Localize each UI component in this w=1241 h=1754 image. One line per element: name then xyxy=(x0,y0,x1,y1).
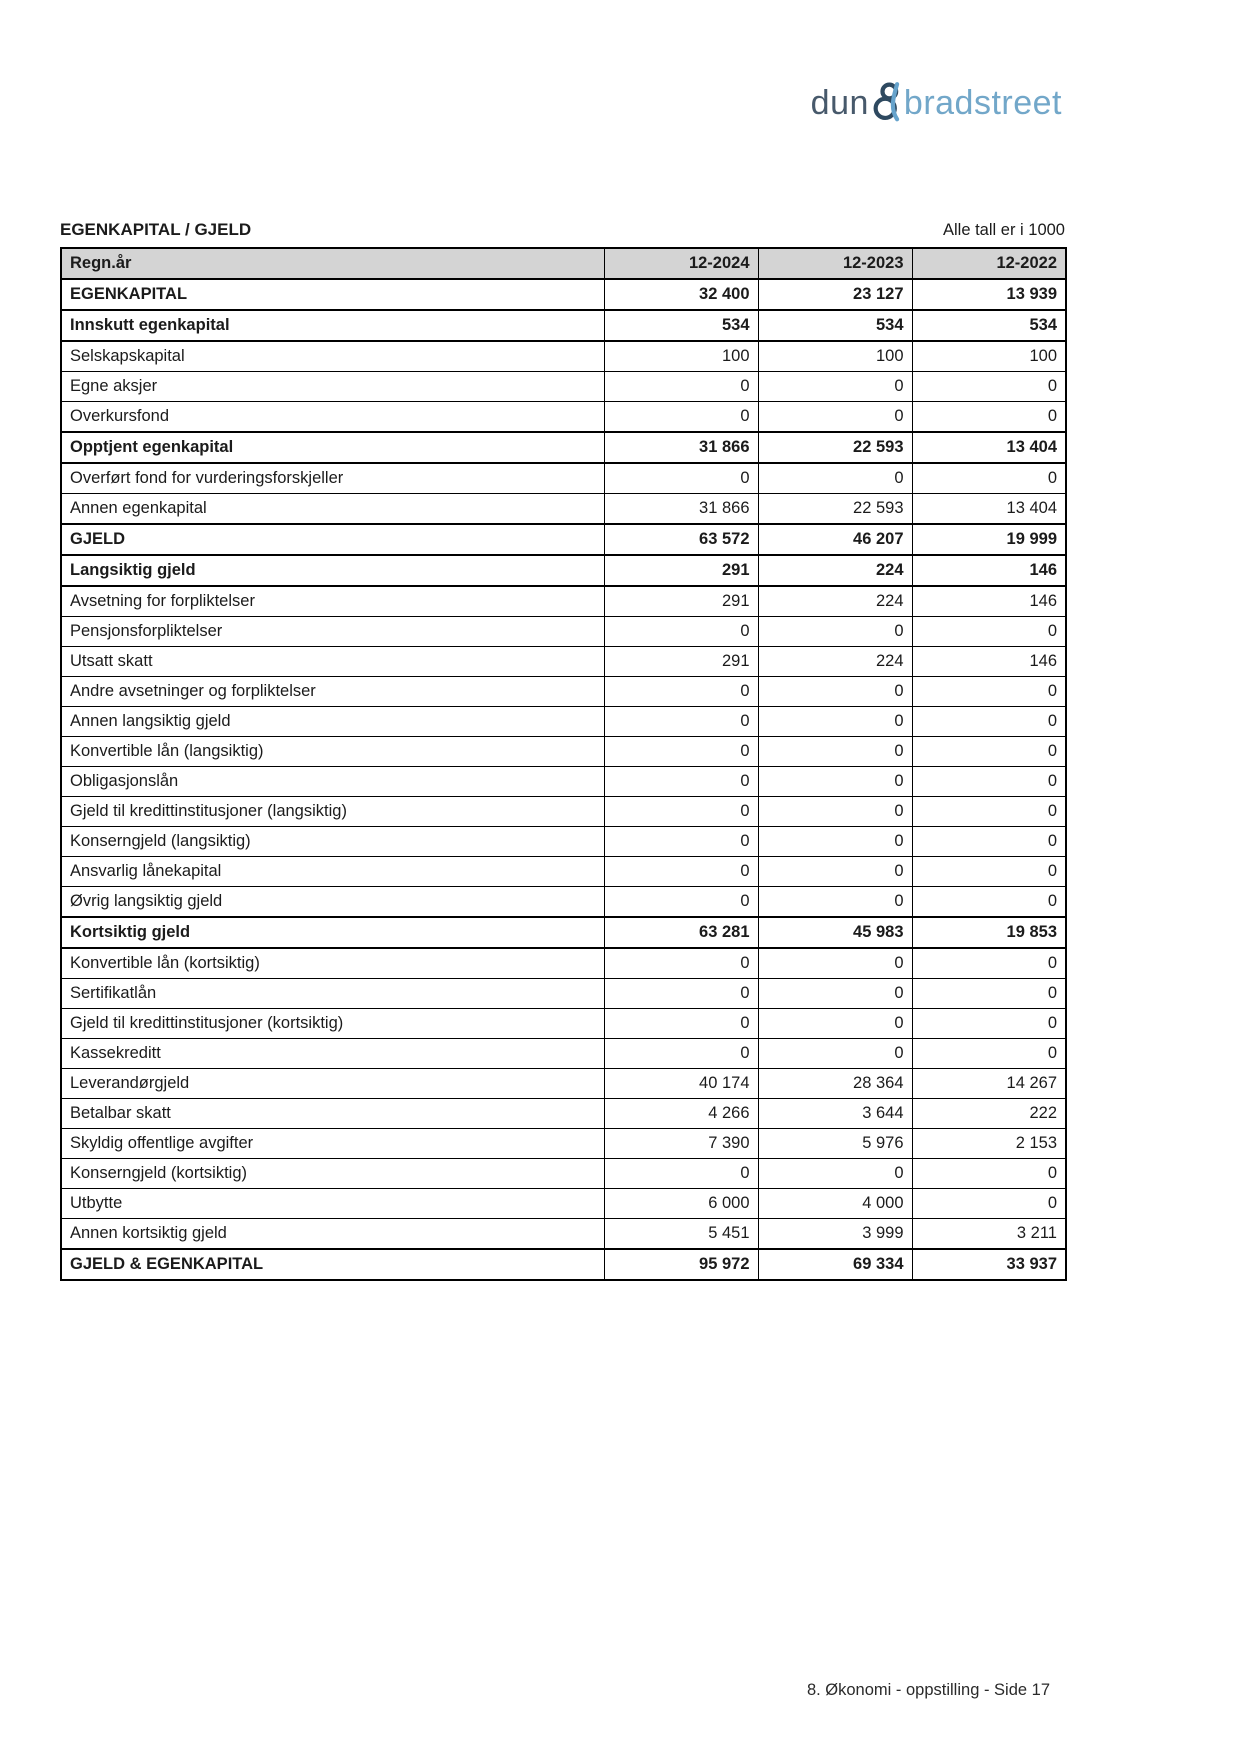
cell-value: 0 xyxy=(758,707,912,737)
cell-value: 63 281 xyxy=(604,917,758,948)
table-row xyxy=(61,279,1066,310)
cell-value: 100 xyxy=(912,341,1066,372)
cell-value: 13 404 xyxy=(912,494,1066,525)
table-row xyxy=(61,1009,1066,1039)
cell-value: 0 xyxy=(758,1009,912,1039)
table-row xyxy=(61,1129,1066,1159)
table-row xyxy=(61,341,1066,372)
cell-value: 224 xyxy=(758,586,912,617)
cell-value: 0 xyxy=(912,1159,1066,1189)
row-label: Langsiktig gjeld xyxy=(61,555,604,586)
cell-value: 3 999 xyxy=(758,1219,912,1250)
cell-value: 5 976 xyxy=(758,1129,912,1159)
cell-value: 100 xyxy=(604,341,758,372)
table-row xyxy=(61,917,1066,948)
cell-value: 0 xyxy=(912,677,1066,707)
row-label: Konvertible lån (langsiktig) xyxy=(61,737,604,767)
cell-value: 0 xyxy=(604,737,758,767)
cell-value: 0 xyxy=(758,402,912,433)
cell-value: 14 267 xyxy=(912,1069,1066,1099)
table-row xyxy=(61,797,1066,827)
cell-value: 0 xyxy=(604,887,758,918)
cell-value: 0 xyxy=(604,767,758,797)
row-label: Konvertible lån (kortsiktig) xyxy=(61,948,604,979)
table-row xyxy=(61,948,1066,979)
logo-text-dun: dun xyxy=(810,83,869,122)
row-label: GJELD & EGENKAPITAL xyxy=(61,1249,604,1280)
cell-value: 534 xyxy=(912,310,1066,341)
cell-value: 0 xyxy=(758,887,912,918)
row-label: Obligasjonslån xyxy=(61,767,604,797)
row-label: Konserngjeld (kortsiktig) xyxy=(61,1159,604,1189)
cell-value: 0 xyxy=(912,797,1066,827)
cell-value: 0 xyxy=(758,1159,912,1189)
cell-value: 0 xyxy=(758,948,912,979)
table-row xyxy=(61,402,1066,433)
table-row xyxy=(61,1099,1066,1129)
table-row xyxy=(61,1069,1066,1099)
cell-value: 0 xyxy=(604,979,758,1009)
units-note: Alle tall er i 1000 xyxy=(943,221,1065,239)
cell-value: 6 000 xyxy=(604,1189,758,1219)
row-label: Ansvarlig lånekapital xyxy=(61,857,604,887)
table-row xyxy=(61,586,1066,617)
row-label: Gjeld til kredittinstitusjoner (langsiktig) xyxy=(61,797,604,827)
cell-value: 0 xyxy=(912,707,1066,737)
row-label: Kortsiktig gjeld xyxy=(61,917,604,948)
table-row xyxy=(61,1219,1066,1250)
table-header-row xyxy=(61,248,1066,279)
table-row xyxy=(61,310,1066,341)
cell-value: 0 xyxy=(912,737,1066,767)
row-label: Leverandørgjeld xyxy=(61,1069,604,1099)
cell-value: 0 xyxy=(758,617,912,647)
row-label: Overført fond for vurderingsforskjeller xyxy=(61,463,604,494)
table-row xyxy=(61,857,1066,887)
row-label: Konserngjeld (langsiktig) xyxy=(61,827,604,857)
balance-sheet-table xyxy=(60,247,1067,1281)
cell-value: 95 972 xyxy=(604,1249,758,1280)
cell-value: 32 400 xyxy=(604,279,758,310)
cell-value: 2 153 xyxy=(912,1129,1066,1159)
table-row xyxy=(61,827,1066,857)
row-label: Sertifikatlån xyxy=(61,979,604,1009)
cell-value: 0 xyxy=(604,1159,758,1189)
cell-value: 5 451 xyxy=(604,1219,758,1250)
cell-value: 0 xyxy=(912,1189,1066,1219)
table-row xyxy=(61,372,1066,402)
table-row xyxy=(61,555,1066,586)
table-row xyxy=(61,979,1066,1009)
row-label: Skyldig offentlige avgifter xyxy=(61,1129,604,1159)
table-row xyxy=(61,887,1066,918)
cell-value: 63 572 xyxy=(604,524,758,555)
cell-value: 534 xyxy=(758,310,912,341)
ampersand-icon xyxy=(872,81,903,131)
cell-value: 146 xyxy=(912,555,1066,586)
table-row xyxy=(61,494,1066,525)
section-title: EGENKAPITAL / GJELD xyxy=(60,220,252,239)
row-label: Egne aksjer xyxy=(61,372,604,402)
cell-value: 0 xyxy=(758,767,912,797)
cell-value: 0 xyxy=(604,797,758,827)
cell-value: 0 xyxy=(758,797,912,827)
row-label: Kassekreditt xyxy=(61,1039,604,1069)
cell-value: 291 xyxy=(604,555,758,586)
cell-value: 0 xyxy=(604,707,758,737)
cell-value: 45 983 xyxy=(758,917,912,948)
column-header-2023: 12-2023 xyxy=(758,248,912,279)
table-row xyxy=(61,1159,1066,1189)
cell-value: 0 xyxy=(912,948,1066,979)
row-label: Andre avsetninger og forpliktelser xyxy=(61,677,604,707)
table-row xyxy=(61,707,1066,737)
cell-value: 0 xyxy=(758,857,912,887)
cell-value: 40 174 xyxy=(604,1069,758,1099)
row-label: GJELD xyxy=(61,524,604,555)
cell-value: 0 xyxy=(758,463,912,494)
table-row xyxy=(61,737,1066,767)
row-label: Opptjent egenkapital xyxy=(61,432,604,463)
row-label: Utbytte xyxy=(61,1189,604,1219)
table-row xyxy=(61,767,1066,797)
cell-value: 22 593 xyxy=(758,494,912,525)
cell-value: 31 866 xyxy=(604,494,758,525)
cell-value: 3 644 xyxy=(758,1099,912,1129)
table-row xyxy=(61,463,1066,494)
cell-value: 7 390 xyxy=(604,1129,758,1159)
cell-value: 534 xyxy=(604,310,758,341)
cell-value: 22 593 xyxy=(758,432,912,463)
cell-value: 3 211 xyxy=(912,1219,1066,1250)
cell-value: 0 xyxy=(912,827,1066,857)
cell-value: 0 xyxy=(604,1039,758,1069)
cell-value: 4 266 xyxy=(604,1099,758,1129)
cell-value: 0 xyxy=(912,767,1066,797)
row-label: Avsetning for forpliktelser xyxy=(61,586,604,617)
cell-value: 19 999 xyxy=(912,524,1066,555)
column-header-2022: 12-2022 xyxy=(912,248,1066,279)
cell-value: 0 xyxy=(604,617,758,647)
cell-value: 31 866 xyxy=(604,432,758,463)
cell-value: 0 xyxy=(912,1039,1066,1069)
cell-value: 224 xyxy=(758,647,912,677)
cell-value: 0 xyxy=(758,1039,912,1069)
cell-value: 69 334 xyxy=(758,1249,912,1280)
cell-value: 100 xyxy=(758,341,912,372)
cell-value: 0 xyxy=(758,372,912,402)
cell-value: 13 404 xyxy=(912,432,1066,463)
table-row xyxy=(61,1039,1066,1069)
cell-value: 0 xyxy=(758,827,912,857)
table-row xyxy=(61,617,1066,647)
cell-value: 28 364 xyxy=(758,1069,912,1099)
title-bar xyxy=(60,220,1065,240)
row-label: Gjeld til kredittinstitusjoner (kortsiktig) xyxy=(61,1009,604,1039)
row-label: Overkursfond xyxy=(61,402,604,433)
cell-value: 0 xyxy=(604,827,758,857)
row-label: Utsatt skatt xyxy=(61,647,604,677)
logo-text-bradstreet: bradstreet xyxy=(903,83,1062,122)
table-row xyxy=(61,647,1066,677)
report-content xyxy=(60,220,1065,1281)
cell-value: 291 xyxy=(604,647,758,677)
cell-value: 33 937 xyxy=(912,1249,1066,1280)
row-label: Annen kortsiktig gjeld xyxy=(61,1219,604,1250)
row-label: Betalbar skatt xyxy=(61,1099,604,1129)
table-row xyxy=(61,524,1066,555)
cell-value: 0 xyxy=(604,677,758,707)
cell-value: 13 939 xyxy=(912,279,1066,310)
cell-value: 0 xyxy=(604,948,758,979)
row-label: Selskapskapital xyxy=(61,341,604,372)
table-row xyxy=(61,432,1066,463)
cell-value: 19 853 xyxy=(912,917,1066,948)
cell-value: 146 xyxy=(912,586,1066,617)
cell-value: 46 207 xyxy=(758,524,912,555)
row-label: EGENKAPITAL xyxy=(61,279,604,310)
cell-value: 0 xyxy=(604,402,758,433)
cell-value: 0 xyxy=(604,372,758,402)
cell-value: 224 xyxy=(758,555,912,586)
cell-value: 0 xyxy=(912,1009,1066,1039)
cell-value: 0 xyxy=(758,737,912,767)
cell-value: 0 xyxy=(912,617,1066,647)
cell-value: 222 xyxy=(912,1099,1066,1129)
cell-value: 146 xyxy=(912,647,1066,677)
cell-value: 291 xyxy=(604,586,758,617)
table-row xyxy=(61,1249,1066,1280)
cell-value: 0 xyxy=(912,857,1066,887)
cell-value: 0 xyxy=(912,402,1066,433)
cell-value: 4 000 xyxy=(758,1189,912,1219)
table-row xyxy=(61,677,1066,707)
cell-value: 0 xyxy=(604,463,758,494)
row-label: Annen langsiktig gjeld xyxy=(61,707,604,737)
cell-value: 0 xyxy=(912,463,1066,494)
cell-value: 0 xyxy=(912,979,1066,1009)
row-label: Øvrig langsiktig gjeld xyxy=(61,887,604,918)
cell-value: 0 xyxy=(912,372,1066,402)
cell-value: 23 127 xyxy=(758,279,912,310)
column-header-year-label: Regn.år xyxy=(61,248,604,279)
cell-value: 0 xyxy=(758,979,912,1009)
cell-value: 0 xyxy=(604,857,758,887)
cell-value: 0 xyxy=(604,1009,758,1039)
table-row xyxy=(61,1189,1066,1219)
row-label: Innskutt egenkapital xyxy=(61,310,604,341)
dun-bradstreet-logo xyxy=(811,78,1062,128)
page-footer: 8. Økonomi - oppstilling - Side 17 xyxy=(806,1681,1050,1699)
row-label: Annen egenkapital xyxy=(61,494,604,525)
cell-value: 0 xyxy=(912,887,1066,918)
column-header-2024: 12-2024 xyxy=(604,248,758,279)
cell-value: 0 xyxy=(758,677,912,707)
row-label: Pensjonsforpliktelser xyxy=(61,617,604,647)
